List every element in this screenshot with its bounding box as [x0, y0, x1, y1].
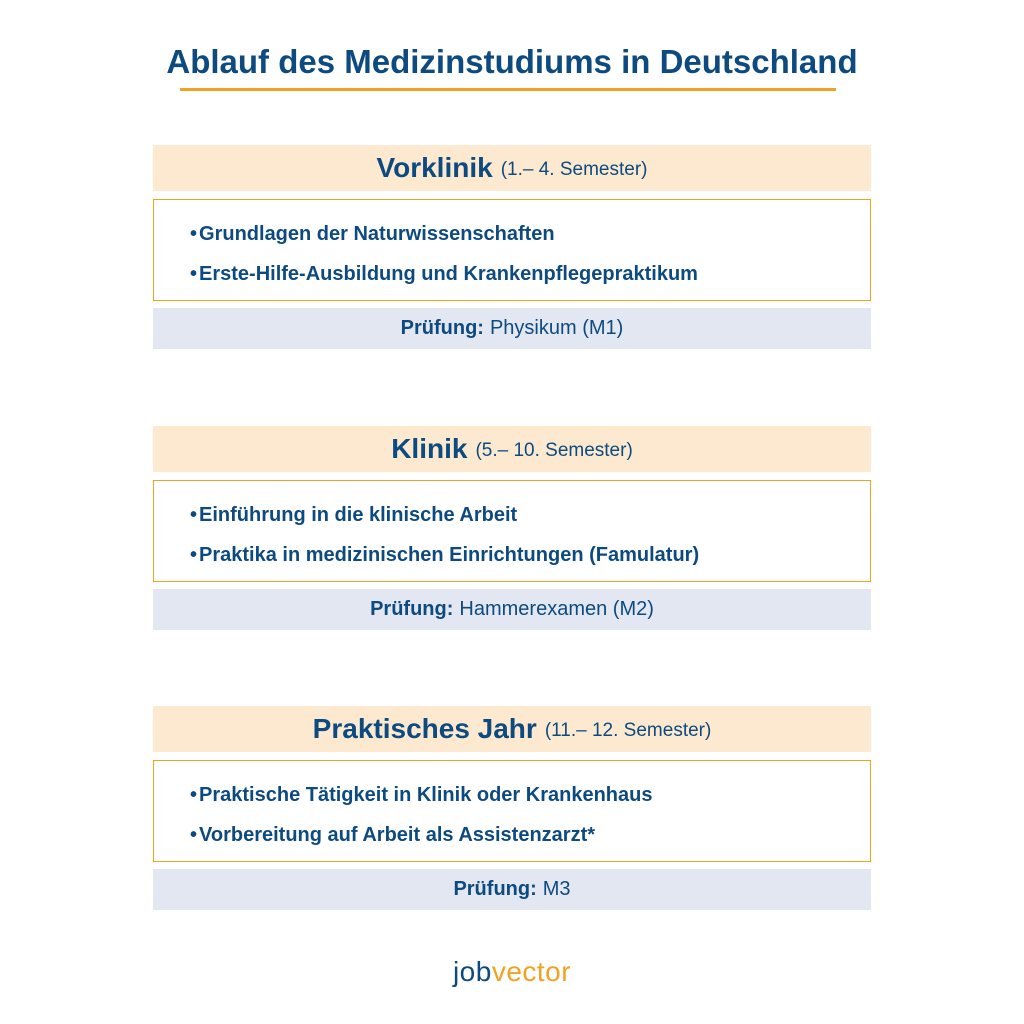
- list-item: • Praktika in medizinischen Einrichtungen (Famulatur): [190, 544, 700, 566]
- list-item: • Einführung in die klinische Arbeit: [190, 504, 518, 526]
- phase-name: Klinik: [391, 433, 468, 464]
- exam-value: M3: [542, 878, 571, 900]
- phase-content-box: [153, 480, 871, 582]
- list-item: • Grundlagen der Naturwissenschaften: [190, 223, 555, 245]
- exam-label: Prüfung:: [400, 317, 484, 339]
- phase-praktisches-jahr: [153, 706, 871, 910]
- phase-vorklinik: [153, 145, 871, 349]
- phase-header: [153, 706, 871, 752]
- page-title: Ablauf des Medizinstudiums in Deutschland: [166, 43, 858, 80]
- exam-bar: [153, 308, 871, 349]
- exam-label: Prüfung:: [370, 598, 454, 620]
- logo-part-vector: vector: [491, 956, 572, 987]
- title-underline: [180, 88, 836, 91]
- jobvector-logo: [0, 952, 1024, 992]
- phase-header: [153, 426, 871, 472]
- phase-content-box: [153, 760, 871, 862]
- exam-bar: [153, 869, 871, 910]
- phase-semester-range: (1.– 4. Semester): [500, 159, 648, 180]
- logo-part-job: job: [452, 956, 492, 987]
- list-item: • Erste-Hilfe-Ausbildung und Krankenpflegepraktikum: [190, 263, 698, 285]
- exam-label: Prüfung:: [453, 878, 537, 900]
- list-item: • Praktische Tätigkeit in Klinik oder Krankenhaus: [190, 784, 653, 806]
- phase-name: Vorklinik: [376, 152, 493, 183]
- phase-content-box: [153, 199, 871, 301]
- exam-value: Physikum (M1): [489, 317, 624, 339]
- list-item: • Vorbereitung auf Arbeit als Assistenzarzt*: [190, 824, 596, 846]
- phase-header: [153, 145, 871, 191]
- phase-semester-range: (11.– 12. Semester): [544, 720, 712, 741]
- phase-name: Praktisches Jahr: [312, 713, 537, 744]
- phase-semester-range: (5.– 10. Semester): [475, 440, 633, 461]
- exam-bar: [153, 589, 871, 630]
- exam-value: Hammerexamen (M2): [459, 598, 654, 620]
- phase-klinik: [153, 426, 871, 630]
